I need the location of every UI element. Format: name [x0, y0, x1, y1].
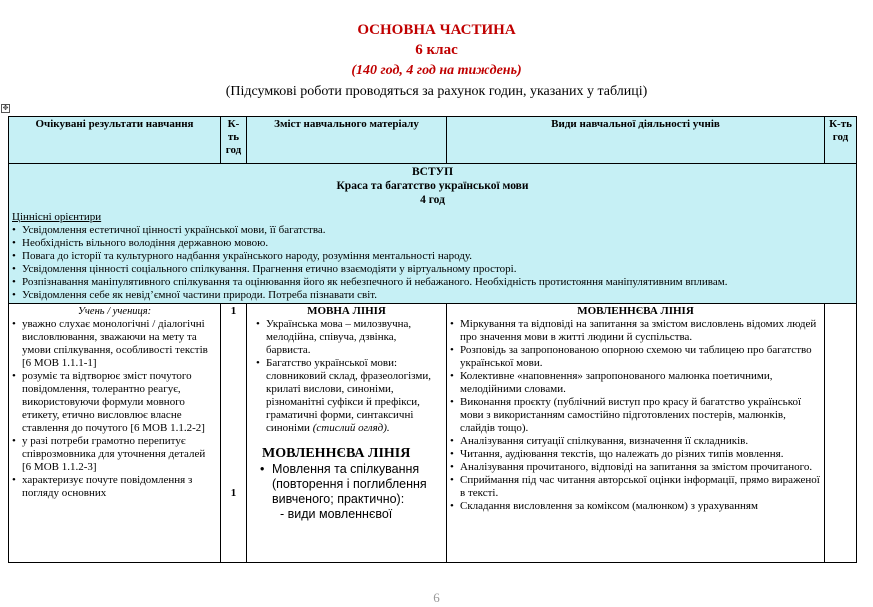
speech-content-dash: - види мовленнєвої — [280, 507, 393, 521]
hours-value: 1 — [230, 487, 237, 499]
activity-item: • Читання, аудіювання текстів, що належать до різних типів мовлення. — [450, 448, 821, 461]
value-item: • Усвідомлення себе як невід’ємної частини природи. Потреба пізнавати світ. — [12, 289, 853, 302]
header-hours-1: К-ть год — [221, 117, 247, 164]
activity-item: • Сприймання під час читання авторської оцінки інформації, прямо вираженої в тексті. — [450, 474, 821, 500]
hours-cell-2 — [825, 304, 857, 563]
header-activities: Види навчальної діяльності учнів — [447, 117, 825, 164]
language-line-heading: МОВНА ЛІНІЯ — [307, 305, 386, 317]
intro-section: ВСТУП — [411, 166, 454, 178]
result-item: • характеризує почуте повідомлення з погляду основних — [12, 474, 217, 500]
activities-heading: МОВЛЕННЄВА ЛІНІЯ — [577, 305, 694, 317]
content-item: • Українська мова – милозвучна, мелодійна, співуча, дзвінка, барвиста. — [256, 318, 443, 357]
intro-row — [9, 164, 857, 304]
activity-item: • Міркування та відповіді на запитання за змістом висловлень відомих людей про значення мови в житті людини й суспільства. — [450, 318, 821, 344]
speech-content-item: • Мовлення та спілкування — [250, 462, 443, 477]
expected-results-list — [12, 318, 217, 500]
value-item: • Усвідомлення цінності соціального спілкування. Прагнення етично взаємодіяти у віртуальному просторі. — [12, 263, 853, 276]
activity-item: • Аналізування прочитаного, відповіді на запитання за змістом прочитаного. — [450, 461, 821, 474]
value-item: • Необхідність вільного володіння державною мовою. — [12, 237, 853, 250]
table-move-handle-icon[interactable]: ✥ — [2, 104, 9, 112]
hours-subtitle: (140 год, 4 год на тиждень) — [351, 63, 522, 78]
table-header-row — [9, 117, 857, 164]
intro-topic: Краса та багатство української мови — [336, 180, 529, 192]
student-label: Учень / учениця: — [77, 306, 152, 317]
grade-title: 6 клас — [415, 42, 458, 58]
speech-content-list — [250, 462, 443, 477]
activity-item: • Складання висловлення за коміксом (малюнком) з урахуванням — [450, 500, 821, 513]
header-hours-2: К-ть год — [825, 117, 857, 164]
activity-item: • Аналізування ситуації спілкування, визначення її складників. — [450, 435, 821, 448]
result-item: • у разі потреби грамотно перепитує співрозмовника для уточнення деталей [6 МОВ 1.1.2-3] — [12, 435, 217, 474]
activity-item: • Колективне «наповнення» запропонованого малюнка поетичними, мелодійними словами. — [450, 370, 821, 396]
expected-results-cell — [9, 304, 221, 563]
brief-overview-note: (стислий огляд). — [312, 422, 390, 434]
section-title: ОСНОВНА ЧАСТИНА — [357, 22, 516, 38]
result-item: • розуміє та відтворює зміст почутого повідомлення, толерантно реагує, використовуючи формули мовного етикету, етично висловлює власне ставлення до почутого [6 МОВ 1.1.2-2] — [12, 370, 217, 435]
header-content: Зміст навчального матеріалу — [247, 117, 447, 164]
value-item: • Усвідомлення естетичної цінності української мови, її багатства. — [12, 224, 853, 237]
table-note: (Підсумкові роботи проводяться за рахунок годин, указаних у таблиці) — [225, 84, 648, 99]
activities-cell — [447, 304, 825, 563]
hours-cell-1 — [221, 304, 247, 563]
activity-item: • Виконання проєкту (публічний виступ про красу й багатство української мови з використанням самостійно підготовлених постерів, малюнків, слайдів тощо). — [450, 396, 821, 435]
content-item: • Багатство української мови: словниковий склад, фразеологізми, крилаті вислови, синоніми, різноманітні суфікси й префікси, граматичні форми, синтаксичні синоніми (стислий огляд). — [256, 357, 443, 435]
intro-cell — [9, 164, 857, 304]
result-item: • уважно слухає монологічні / діалогічні висловлювання, зважаючи на мету та умови спілкування, особливості текстів [6 МОВ 1.1.1-1] — [12, 318, 217, 370]
speech-line-heading: МОВЛЕННЄВА ЛІНІЯ — [262, 446, 411, 461]
curriculum-table — [8, 116, 857, 563]
hours-value: 1 — [230, 305, 237, 317]
content-row — [9, 304, 857, 563]
content-cell — [247, 304, 447, 563]
intro-hours: 4 год — [420, 194, 445, 206]
speech-content-sub: (повторення і поглиблення вивченого; практично): — [272, 477, 427, 506]
page-number: 6 — [433, 590, 440, 605]
values-list — [12, 224, 853, 302]
activity-item: • Розповідь за запропонованою опорною схемою чи таблицею про багатство української мови. — [450, 344, 821, 370]
activities-list — [450, 318, 821, 513]
value-item: • Повага до історії та культурного надбання українського народу, розуміння ментальності народу. — [12, 250, 853, 263]
header-expected-results: Очікувані результати навчання — [9, 117, 221, 164]
content-list — [250, 318, 443, 435]
values-heading: Ціннісні орієнтири — [12, 211, 102, 223]
value-item: • Розпізнавання маніпулятивного спілкування та оцінювання його як небезпечного й небажаного. Необхідність протистояння маніпулятивним впливам. — [12, 276, 853, 289]
